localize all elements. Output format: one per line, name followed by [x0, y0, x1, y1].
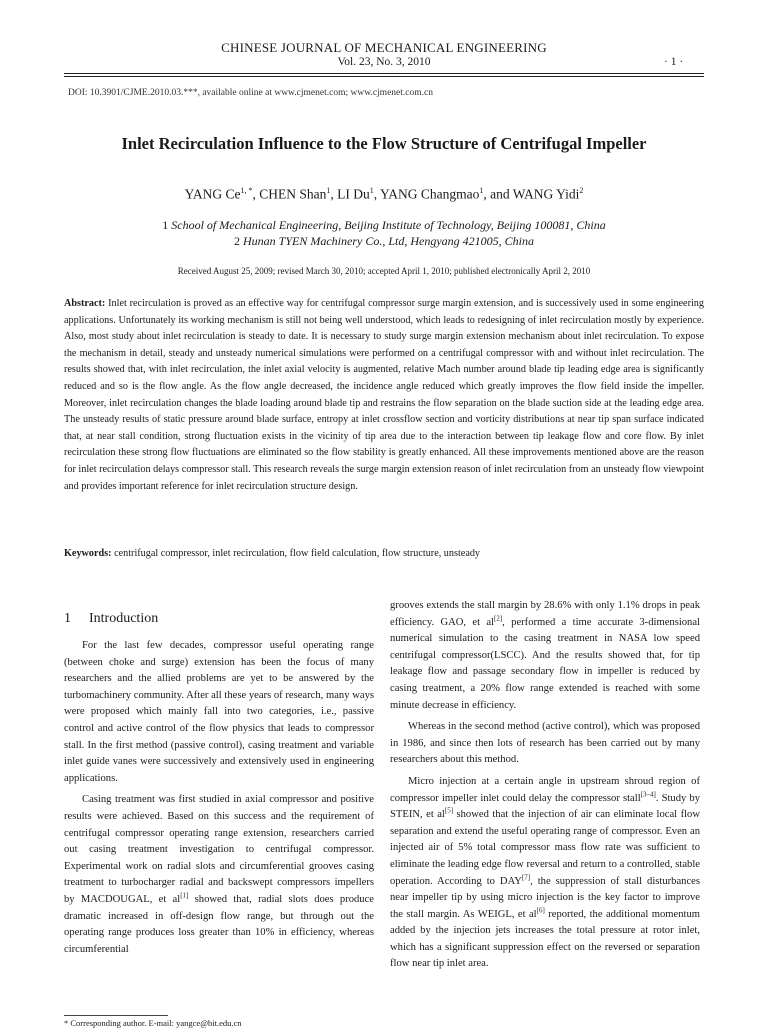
author-sep: , and	[483, 186, 513, 202]
volume-info: Vol. 23, No. 3, 2010	[337, 56, 431, 68]
paragraph	[64, 638, 374, 787]
author-mark: 2	[579, 186, 584, 195]
citation-ref: [5]	[444, 806, 454, 815]
footnote-rule	[64, 1015, 168, 1016]
author-mark: 1	[326, 186, 331, 195]
paragraph	[64, 792, 374, 958]
citation-ref: [2]	[494, 614, 503, 623]
section-title: Introduction	[89, 611, 159, 626]
paragraph-text: . Study by STEIN, et al	[390, 792, 700, 821]
abstract-label: Abstract:	[64, 298, 106, 309]
section-number: 1	[64, 611, 71, 626]
header-rule-top	[64, 73, 704, 74]
paper-title: Inlet Recirculation Influence to the Flow Structure of Centrifugal Impeller	[121, 134, 647, 153]
right-column	[390, 598, 700, 1018]
author-mark: 1	[369, 186, 374, 195]
paragraph-text: , the suppression of stall disturbances near impeller tip by using micro injection is the key factor to improve the stall margin. As WEIGL, et al	[390, 875, 700, 920]
keywords-label: Keywords:	[64, 548, 112, 559]
paragraph-text: Casing treatment was first studied in axial compressor and positive results were achieved. Based on this success and the requirement of centrifugal compressor operating range extension, researchers carried out casing treatment investigation to centrifugal compressor. Experimental work on radial slots and circumferential grooves casing treatment to turbocharger radial and backswept compressors impellers by MACDOUGAL, et al	[64, 794, 374, 905]
author-mark: 1	[479, 186, 484, 195]
page-number: · 1 ·	[664, 56, 684, 68]
footnote: * Corresponding author. E-mail: yangce@bit.edu.cn	[64, 1018, 242, 1028]
affiliation-2	[0, 234, 768, 249]
paragraph-text: For the last few decades, compressor useful operating range (between choke and surge) extension has been the focus of many researchers and the allied problems are yet to be answered by the turbomachinery community. After all these years of research, many ways were proposed which mainly fall into two categories, i.e., passive control and active control of the flow physics that leads to compressor stall. In the first method (passive control), casing treatment and variable inlet guide vanes were successively and extensively used in engineering applications.	[64, 640, 374, 784]
paragraph-text: reported, the additional momentum added by the injection jets increases the total pressure at rotor inlet, which has a significant suppression effect on the reversed or separation flow near tip inlet area.	[390, 908, 700, 970]
citation-ref: [6]	[536, 906, 545, 915]
affiliation-text: Hunan TYEN Machinery Co., Ltd, Hengyang 421005, China	[243, 234, 534, 248]
author: CHEN Shan	[259, 186, 327, 202]
affiliation-number: 2	[234, 234, 240, 248]
paragraph	[390, 719, 700, 769]
paragraph-text: , performed a time accurate 3-dimensional numerical simulation to the casing treatment in NASA low speed centrifugal compressor(LSCC). And the results showed that, for tip leakage flow and passage secondary flow in impeller is reduced by casing treatment, a 20% flow range extended is reached with some minute decrease in efficiency.	[390, 616, 700, 711]
header-rule-bottom	[64, 76, 704, 77]
author-sep: ,	[330, 186, 338, 202]
left-column	[64, 638, 374, 1010]
affiliation-text: School of Mechanical Engineering, Beijing Institute of Technology, Beijing 100081, China	[171, 218, 606, 232]
keywords	[64, 548, 704, 559]
author-sep: ,	[373, 186, 380, 202]
paragraph-text: showed that, radial slots does produce dramatic increased in off-design flow range, but through out the operating range produces loss greater than 10% in efficiency, whereas circumferential	[64, 893, 374, 955]
author: LI Du	[337, 186, 370, 202]
affiliation-number: 1	[162, 218, 169, 232]
citation-ref: [1]	[180, 891, 189, 900]
affiliation-1	[0, 218, 768, 233]
paragraph-text: Micro injection at a certain angle in upstream shroud region of compressor impeller inlet could delay the compressor stall	[390, 775, 700, 804]
paragraph	[390, 598, 700, 714]
paragraph	[390, 774, 700, 973]
received-dates: Received August 25, 2009; revised March 30, 2010; accepted April 1, 2010; published electronically April 2, 2010	[177, 266, 591, 276]
author: YANG Ce	[184, 186, 241, 202]
keywords-text: centrifugal compressor, inlet recirculation, flow field calculation, flow structure, unsteady	[114, 548, 481, 559]
author: WANG Yidi	[512, 186, 580, 202]
citation-ref: [7]	[521, 872, 531, 881]
author: YANG Changmao	[380, 186, 480, 202]
journal-name: CHINESE JOURNAL OF MECHANICAL ENGINEERING	[221, 40, 547, 55]
paragraph-text: Whereas in the second method (active control), which was proposed in 1986, and since then lots of research has been carried out by many researchers about this method.	[390, 721, 700, 766]
paragraph-text: grooves extends the stall margin by 28.6% with only 1.1% drops in peak efficiency. GAO, et al	[390, 600, 700, 628]
citation-ref: [3–4]	[640, 790, 656, 798]
author-list	[0, 186, 768, 203]
abstract-text: Inlet recirculation is proved as an effective way for centrifugal compressor surge margin extension, and is successively used in some engineering applications. Unfortunately its working mechanism is still not being well understood, which leads to redesigning of inlet recirculation mostly by experience. Also, most study about inlet recirculation is steady to date. It is necessary to study surge margin extension mechanism about inlet recirculation. To expose the mechanism in detail, steady and unsteady numerical simulations were performed on a centrifugal compressor with and without inlet recirculation. The results showed that, with inlet recirculation, the inlet axial velocity is augmented, relative Mach number around blade tip leading edge area is significantly reduced and so is the flow angle. As the flow angle decreased, the incidence angle reduced which greatly improves the flow field inside the impeller. Moreover, inlet recirculation changes the blade loading around blade tip and restrains the flow separation on the blade suction side at the leading edge area. The unsteady results of static pressure around blade surface, entropy at inlet crossflow section and vorticity distributions at near tip span surface indicated that, at near stall condition, strong fluctuation exists in the vicinity of tip area due to the interaction between tip leakage flow and core flow. By inlet recirculation these strong flow fluctuations are eliminated so the flow stability is greatly enhanced. All these improvements mentioned above are the reason for inlet recirculation delays compressor stall. This research reveals the surge margin extension reason of inlet recirculation from an unsteady flow viewpoint and provides important reference for inlet recirculation structure design.	[64, 298, 704, 492]
author-mark: 1, *	[240, 186, 253, 195]
section-heading	[64, 611, 158, 627]
author-sep: ,	[252, 186, 260, 202]
abstract	[64, 296, 704, 495]
paragraph-text: showed that the injection of air can eliminate local flow separation and extend the useful operating range of compressor. Even an injected air of 5% total compressor mass flow rate was sufficient to eliminate the leading edge flow reversal and return to a controlled, stable operation. According to DAY	[390, 809, 700, 887]
doi-line: DOI: 10.3901/CJME.2010.03.***, available online at www.cjmenet.com; www.cjmenet.com.cn	[68, 88, 433, 98]
